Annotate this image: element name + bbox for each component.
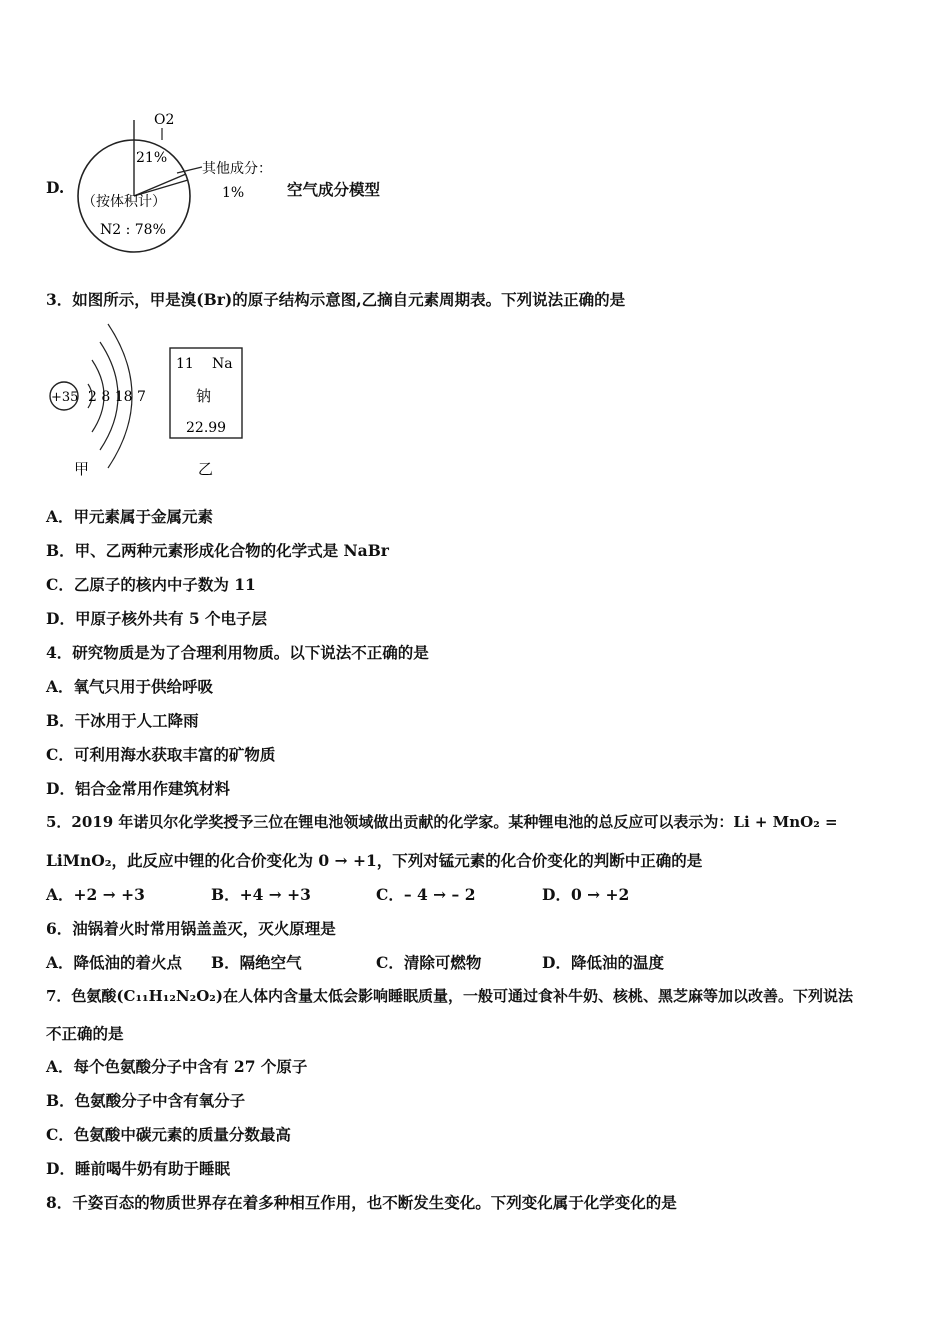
q2-caption: 空气成分模型 xyxy=(287,180,381,199)
o2-label: O2 xyxy=(154,112,175,128)
q4-option-b: B．干冰用于人工降雨 xyxy=(46,711,199,730)
sodium-element-card xyxy=(166,344,248,479)
q7-option-b: B．色氨酸分子中含有氧分子 xyxy=(46,1091,246,1110)
q3-option-c: C．乙原子的核内中子数为 11 xyxy=(46,575,256,594)
atom-label: 甲 xyxy=(74,460,90,478)
atomic-number: 11 xyxy=(176,356,194,372)
basis-label: （按体积计） xyxy=(82,194,166,210)
other-percent: 1% xyxy=(222,185,245,201)
nucleus-charge: +35 xyxy=(51,390,79,405)
other-label: 其他成分： xyxy=(202,161,272,177)
q4-option-c: C．可利用海水获取丰富的矿物质 xyxy=(46,745,276,764)
q5-stem-line1: 5．2019 年诺贝尔化学奖授予三位在锂电池领域做出贡献的化学家。某种锂电池的总反应可以表示为：Li + MnO₂ = xyxy=(46,813,838,831)
q3-option-a: A．甲元素属于金属元素 xyxy=(46,507,214,526)
atomic-mass: 22.99 xyxy=(186,420,227,436)
q4-option-d: D．铝合金常用作建筑材料 xyxy=(46,779,230,798)
element-symbol: Na xyxy=(212,356,233,372)
o2-percent: 21% xyxy=(136,150,168,166)
air-composition-pie xyxy=(70,108,285,253)
pie-divider-o2 xyxy=(134,174,186,196)
bromine-atom-diagram xyxy=(40,318,160,483)
pie-leader-line xyxy=(177,167,202,173)
q4-stem: 4．研究物质是为了合理利用物质。以下说法不正确的是 xyxy=(46,643,429,662)
n2-label: N2 : 78% xyxy=(100,222,166,238)
q5-option-b: B．+4 → +3 xyxy=(211,885,311,904)
q2-option-d-label: D. xyxy=(46,178,65,197)
q4-option-a: A．氧气只用于供给呼吸 xyxy=(46,677,214,696)
q3-option-d: D．甲原子核外共有 5 个电子层 xyxy=(46,609,268,628)
element-name: 钠 xyxy=(196,387,212,405)
q7-option-c: C．色氨酸中碳元素的质量分数最高 xyxy=(46,1125,291,1144)
q5-option-d: D．0 → +2 xyxy=(542,885,630,904)
q7-option-d: D．睡前喝牛奶有助于睡眠 xyxy=(46,1159,230,1178)
q8-stem: 8．千姿百态的物质世界存在着多种相互作用，也不断发生变化。下列变化属于化学变化的是 xyxy=(46,1193,677,1212)
q5-stem-line2: LiMnO₂，此反应中锂的化合价变化为 0 → +1，下列对锰元素的化合价变化的判断中正确的是 xyxy=(46,851,703,870)
q7-option-a: A．每个色氨酸分子中含有 27 个原子 xyxy=(46,1057,308,1076)
q6-option-a: A．降低油的着火点 xyxy=(46,953,183,972)
element-label: 乙 xyxy=(198,460,214,478)
q6-option-c: C．清除可燃物 xyxy=(376,953,482,972)
q5-option-c: C．– 4 → – 2 xyxy=(376,885,476,904)
q6-stem: 6．油锅着火时常用锅盖盖灭，灭火原理是 xyxy=(46,919,336,938)
q3-option-b: B．甲、乙两种元素形成化合物的化学式是 NaBr xyxy=(46,541,389,560)
shell-electrons: 2 8 18 7 xyxy=(88,389,146,405)
q6-option-b: B．隔绝空气 xyxy=(211,953,302,972)
q7-stem-line2: 不正确的是 xyxy=(46,1024,124,1043)
q6-option-d: D．降低油的温度 xyxy=(542,953,664,972)
q5-option-a: A．+2 → +3 xyxy=(46,885,145,904)
q3-stem: 3．如图所示，甲是溴(Br)的原子结构示意图,乙摘自元素周期表。下列说法正确的是 xyxy=(46,290,626,309)
q7-stem-line1: 7．色氨酸(C₁₁H₁₂N₂O₂)在人体内含量太低会影响睡眠质量，一般可通过食补牛奶、核桃、黑芝麻等加以改善。下列说法 xyxy=(46,987,853,1005)
